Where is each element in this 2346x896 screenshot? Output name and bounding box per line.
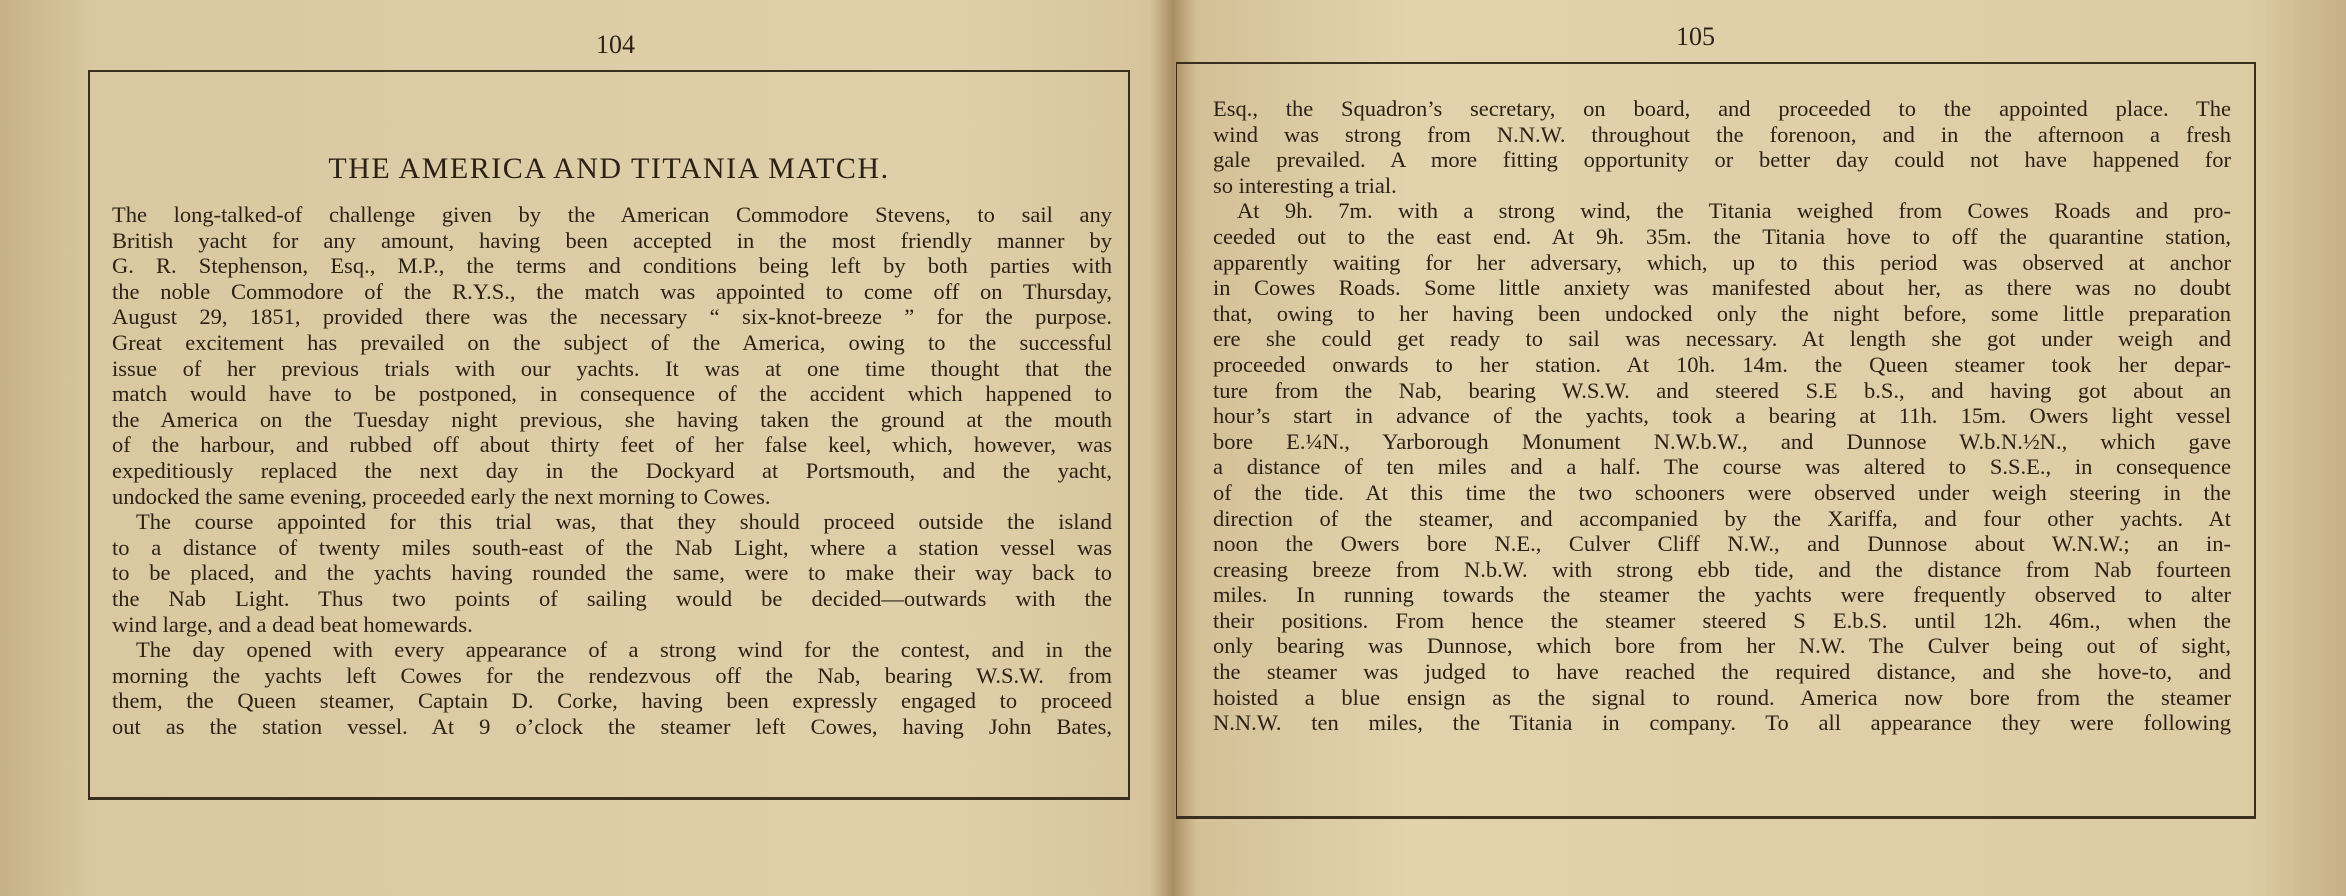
text-line: proceeded onwards to her station. At 10h. 14m. the Queen steamer took her depar-	[1213, 351, 2231, 377]
text-line: wind was strong from N.N.W. throughout the forenoon, and in the afternoon a fresh	[1213, 121, 2231, 147]
text-frame	[88, 70, 1130, 800]
text-line: apparently waiting for her adversary, which, up to this period was observed at anchor	[1213, 249, 2231, 275]
text-line: August 29, 1851, provided there was the necessary “ six-knot-breeze ” for the purpose.	[112, 304, 1112, 330]
text-line: ere she could get ready to sail was necessary. At length she got under weigh and	[1213, 326, 2231, 352]
text-line: miles. In running towards the steamer the yachts were frequently observed to alter	[1213, 582, 2231, 608]
text-line: issue of her previous trials with our yachts. It was at one time thought that the	[112, 355, 1112, 381]
text-frame	[1176, 62, 2256, 819]
right-page	[1176, 0, 2346, 896]
text-line: noon the Owers bore N.E., Culver Cliff N.W., and Dunnose about W.N.W.; an in-	[1213, 531, 2231, 557]
text-line: that, owing to her having been undocked only the night before, some little preparation	[1213, 300, 2231, 326]
page-number: 105	[1676, 22, 1715, 51]
text-line: The day opened with every appearance of a strong wind for the contest, and in the	[136, 637, 1112, 663]
text-line: of the harbour, and rubbed off about thirty feet of her false keel, which, however, was	[112, 432, 1112, 458]
text-line: so interesting a trial.	[1213, 172, 1397, 198]
text-line: The course appointed for this trial was, that they should proceed outside the island	[136, 509, 1112, 535]
text-line: in Cowes Roads. Some little anxiety was manifested about her, as there was no doubt	[1213, 275, 2231, 301]
text-line: The long-talked-of challenge given by the American Commodore Stevens, to sail any	[112, 202, 1112, 227]
text-line: the noble Commodore of the R.Y.S., the match was appointed to come off on Thursday,	[112, 278, 1112, 304]
text-line: them, the Queen steamer, Captain D. Corke, having been expressly engaged to proceed	[112, 688, 1112, 714]
text-line: hoisted a blue ensign as the signal to round. America now bore from the steamer	[1213, 684, 2231, 710]
text-line: direction of the steamer, and accompanied by the Xariffa, and four other yachts. At	[1213, 505, 2231, 531]
text-line: wind large, and a dead beat homewards.	[112, 611, 473, 637]
text-line: G. R. Stephenson, Esq., M.P., the terms and conditions being left by both parties with	[112, 253, 1112, 279]
page-number: 104	[596, 30, 635, 59]
left-page	[0, 0, 1170, 896]
text-line: ture from the Nab, bearing W.S.W. and steered S.E b.S., and having got about an	[1213, 377, 2231, 403]
text-line: British yacht for any amount, having been accepted in the most friendly manner by	[112, 227, 1112, 253]
text-line: a distance of ten miles and a half. The course was altered to S.S.E., in consequence	[1213, 454, 2231, 480]
text-line: their positions. From hence the steamer steered S E.b.S. until 12h. 46m., when the	[1213, 607, 2231, 633]
text-line: ceeded out to the east end. At 9h. 35m. the Titania hove to off the quarantine station,	[1213, 223, 2231, 249]
text-line: expeditiously replaced the next day in the Dockyard at Portsmouth, and the yacht,	[112, 457, 1112, 483]
text-line: N.N.W. ten miles, the Titania in company. To all appearance they were following	[1213, 710, 2231, 736]
text-line: hour’s start in advance of the yachts, took a bearing at 11h. 15m. Owers light vessel	[1213, 403, 2231, 429]
text-line: only bearing was Dunnose, which bore from her N.W. The Culver being out of sight,	[1213, 633, 2231, 659]
text-line: Esq., the Squadron’s secretary, on board, and proceeded to the appointed place. The	[1213, 96, 2231, 121]
text-line: gale prevailed. A more fitting opportunity or better day could not have happened for	[1213, 147, 2231, 173]
text-line: undocked the same evening, proceeded early the next morning to Cowes.	[112, 483, 771, 509]
text-line: At 9h. 7m. with a strong wind, the Titania weighed from Cowes Roads and pro-	[1237, 198, 2231, 224]
text-line: Great excitement has prevailed on the subject of the America, owing to the successful	[112, 329, 1112, 355]
article-body	[1213, 96, 2231, 736]
text-line: morning the yachts left Cowes for the rendezvous off the Nab, bearing W.S.W. from	[112, 662, 1112, 688]
text-line: of the tide. At this time the two schooners were observed under weigh steering in the	[1213, 479, 2231, 505]
text-line: to be placed, and the yachts having rounded the same, were to make their way back to	[112, 560, 1112, 586]
text-line: to a distance of twenty miles south-east of the Nab Light, where a station vessel was	[112, 534, 1112, 560]
text-line: out as the station vessel. At 9 o’clock the steamer left Cowes, having John Bates,	[112, 713, 1112, 739]
text-line: the steamer was judged to have reached the required distance, and she hove-to, and	[1213, 659, 2231, 685]
text-line: the Nab Light. Thus two points of sailing would be decided—outwards with the	[112, 585, 1112, 611]
article-body	[112, 202, 1112, 739]
text-line: bore E.¼N., Yarborough Monument N.W.b.W., and Dunnose W.b.N.½N., which gave	[1213, 428, 2231, 454]
text-line: creasing breeze from N.b.W. with strong ebb tide, and the distance from Nab fourteen	[1213, 556, 2231, 582]
text-line: the America on the Tuesday night previous, she having taken the ground at the mouth	[112, 406, 1112, 432]
article-title: THE AMERICA AND TITANIA MATCH.	[328, 152, 890, 185]
text-line: match would have to be postponed, in consequence of the accident which happened to	[112, 381, 1112, 407]
